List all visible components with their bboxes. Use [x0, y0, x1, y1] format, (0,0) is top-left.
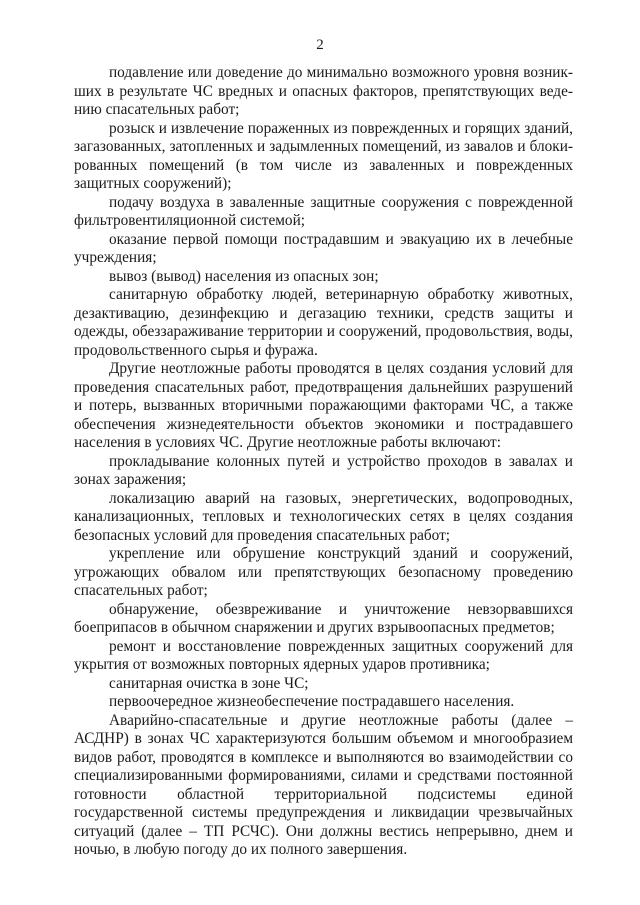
- paragraph-asdnr-summary: Аварийно-спасательные и другие неотложные работы (далее – АСДНР) в зонах ЧС характеризуются большим объемом и многообразием видов работ, проводятся в комплексе и выполняются во взаимодействии со специализированными формированиями, силами и средствами постоянной готовности областной территориальной подсистемы единой государственной системы предупреждения и ликвидации чрезвычайных ситуаций (далее – ТП РСЧС). Они должны вестись непрерывно, днем и ночью, в любую погоду до их полного завершения.: [74, 711, 573, 858]
- paragraph-air-supply: подачу воздуха в заваленные защитные сооружения с поврежденной фильтровентиляционной системой;: [74, 193, 573, 229]
- paragraph-column-routes: прокладывание колонных путей и устройство проходов в завалах и зонах заражения;: [74, 452, 573, 488]
- paragraph-search-rescue: розыск и извлечение пораженных из поврежденных и горящих зданий, загазованных, затопленных и задымленных помещений, из завалов и блокированных помещений (в том числе из заваленных и поврежденных защитных сооружений);: [74, 119, 573, 192]
- paragraph-first-aid: оказание первой помощи пострадавшим и эвакуацию их в лечебные учреждения;: [74, 230, 573, 266]
- document-body: [74, 64, 573, 860]
- paragraph-life-support: первоочередное жизнеобеспечение пострадавшего населения.: [109, 693, 515, 710]
- paragraph-evacuation: вывоз (вывод) населения из опасных зон;: [109, 267, 379, 285]
- paragraph-other-urgent-works: Другие неотложные работы проводятся в целях создания условий для проведения спасательных работ, предотвращения дальнейших разрушений и потерь, вызванных вторичными поражающими факторами ЧС, а также обеспечения жизнедеятельности объектов экономики и пострадавшего населения в условиях ЧС. Другие неотложные работы включают:: [74, 360, 573, 451]
- paragraph-sanitary-cleaning: санитарная очистка в зоне ЧС;: [109, 674, 309, 692]
- paragraph-shelter-repair: ремонт и восстановление поврежденных защитных сооружений для укрытия от возможных повторных ядерных ударов противника;: [74, 637, 573, 673]
- paragraph-structure-reinforcement: укрепление или обрушение конструкций зданий и сооружений, угрожающих обвалом или препятствующих безопасному проведению спасательных работ;: [74, 545, 573, 599]
- paragraph-suppression: подавление или доведение до минимально возможного уровня возникших в результате ЧС вредных и опасных факторов, препятствующих ведению спасательных работ;: [74, 64, 573, 118]
- paragraph-sanitation: санитарную обработку людей, ветеринарную обработку животных, дезактивацию, дезинфекцию и дегазацию техники, средств защиты и одежды, обеззараживание территории и сооружений, продовольствия, воды, продовольственного сырья и фуража.: [74, 286, 573, 359]
- paragraph-munitions-disposal: обнаружение, обезвреживание и уничтожение невзорвавшихся боеприпасов в обычном снаряжении и других взрывоопасных предметов;: [74, 600, 573, 636]
- page-number: 2: [316, 37, 324, 53]
- paragraph-accident-localization: локализацию аварий на газовых, энергетических, водопроводных, канализационных, тепловых и технологических сетях в целях создания безопасных условий для проведения спасательных работ;: [74, 489, 573, 544]
